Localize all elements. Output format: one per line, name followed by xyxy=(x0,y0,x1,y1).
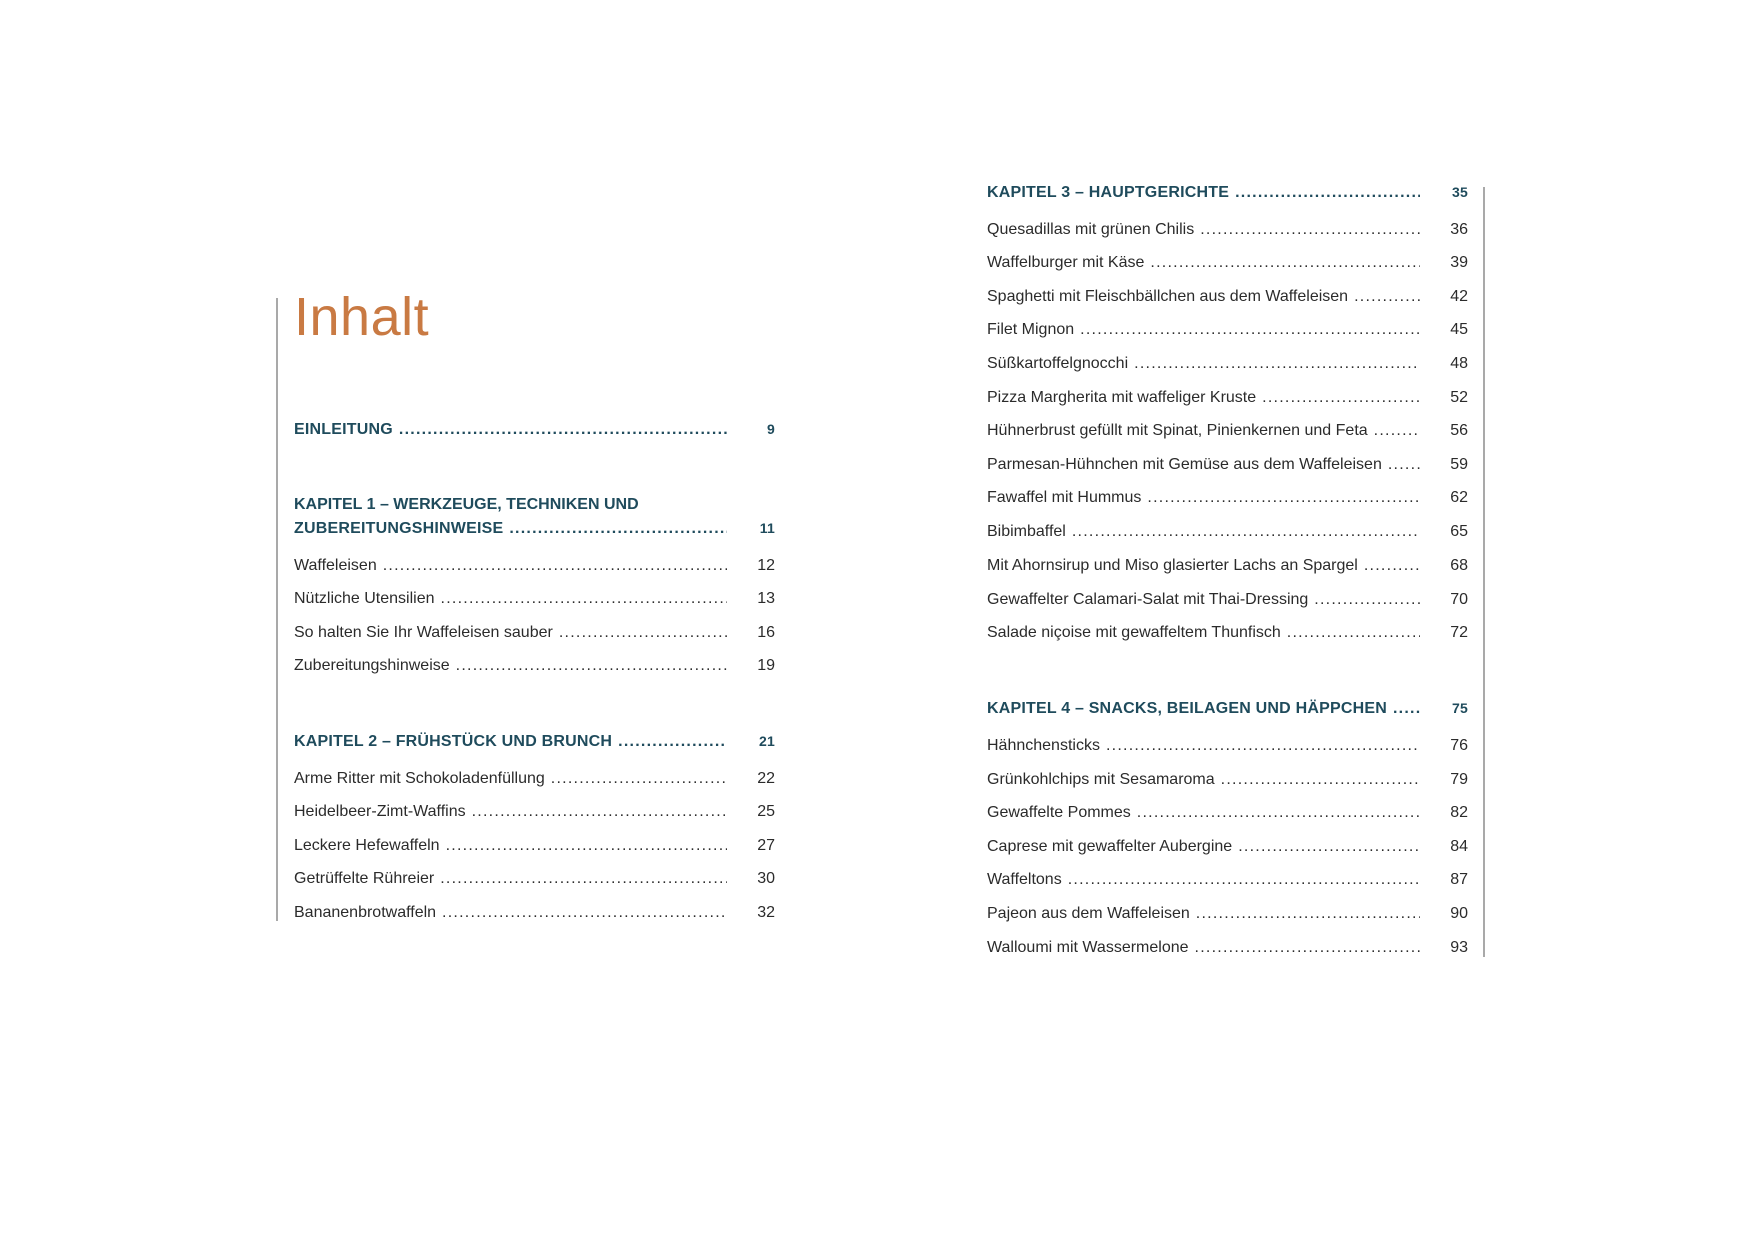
entry-label: Caprese mit gewaffelter Aubergine xyxy=(987,838,1233,855)
chapter-label: KAPITEL 4 – SNACKS, BEILAGEN UND HÄPPCHEN xyxy=(987,700,1387,717)
entry-label: Mit Ahornsirup und Miso glasierter Lachs an Spargel xyxy=(987,557,1358,574)
dot-leader xyxy=(551,768,727,790)
page-number: 39 xyxy=(1450,254,1468,271)
entry-label: Hühnerbrust gefüllt mit Spinat, Pinienkernen und Feta xyxy=(987,422,1368,439)
dot-leader xyxy=(1137,802,1420,824)
dot-leader xyxy=(509,518,727,540)
page-number: 36 xyxy=(1450,221,1468,238)
entry-label: Spaghetti mit Fleischbällchen aus dem Waffeleisen xyxy=(987,288,1349,305)
page-number: 52 xyxy=(1450,389,1468,406)
dot-leader xyxy=(1314,589,1420,611)
toc-entry[interactable] xyxy=(987,903,1468,925)
dot-leader xyxy=(1354,286,1420,308)
toc-entry[interactable] xyxy=(987,735,1468,757)
toc-entry[interactable] xyxy=(987,589,1468,611)
dot-leader xyxy=(1068,869,1420,891)
toc-entry[interactable] xyxy=(294,801,775,823)
toc-chapter-3[interactable] xyxy=(987,181,1468,204)
dot-leader xyxy=(1262,387,1420,409)
entry-label: Hähnchensticks xyxy=(987,737,1100,754)
toc-entry[interactable] xyxy=(987,286,1468,308)
left-margin-rule xyxy=(276,298,278,921)
page-number: 70 xyxy=(1450,591,1468,608)
toc-entry[interactable] xyxy=(987,622,1468,644)
entry-label: Parmesan-Hühnchen mit Gemüse aus dem Waffeleisen xyxy=(987,456,1382,473)
entry-label: Bananenbrotwaffeln xyxy=(294,904,437,921)
toc-chapter-1-line1[interactable]: KAPITEL 1 – WERKZEUGE, TECHNIKEN UND xyxy=(294,496,639,513)
entry-label: Gewaffelter Calamari-Salat mit Thai-Dressing xyxy=(987,591,1309,608)
toc-chapter-2[interactable] xyxy=(294,730,775,753)
page-number: 22 xyxy=(757,770,775,787)
toc-entry[interactable] xyxy=(987,769,1468,791)
entry-label: Zubereitungshinweise xyxy=(294,657,450,674)
dot-leader xyxy=(618,731,727,753)
page-number: 76 xyxy=(1450,737,1468,754)
dot-leader xyxy=(1221,769,1420,791)
page-number: 12 xyxy=(757,557,775,574)
toc-entry[interactable] xyxy=(294,768,775,790)
page-number: 90 xyxy=(1450,905,1468,922)
toc-entry[interactable] xyxy=(987,387,1468,409)
toc-right-column xyxy=(987,0,1468,1240)
entry-label: Fawaffel mit Hummus xyxy=(987,489,1142,506)
dot-leader xyxy=(1235,182,1420,204)
dot-leader xyxy=(399,419,727,441)
entry-label: Filet Mignon xyxy=(987,321,1075,338)
toc-entry[interactable] xyxy=(987,252,1468,274)
page-number: 32 xyxy=(757,904,775,921)
chapter-label: ZUBEREITUNGSHINWEISE xyxy=(294,520,504,537)
entry-label: Bibimbaffel xyxy=(987,523,1066,540)
dot-leader xyxy=(1364,555,1420,577)
toc-entry[interactable] xyxy=(987,219,1468,241)
page-title: Inhalt xyxy=(294,287,430,347)
dot-leader xyxy=(472,801,727,823)
toc-chapter-1[interactable] xyxy=(294,517,775,540)
toc-entry[interactable] xyxy=(294,902,775,924)
entry-label: Quesadillas mit grünen Chilis xyxy=(987,221,1195,238)
page-number: 19 xyxy=(757,657,775,674)
toc-entry[interactable] xyxy=(294,868,775,890)
toc-chapter-4[interactable] xyxy=(987,697,1468,720)
entry-label: Pajeon aus dem Waffeleisen xyxy=(987,905,1190,922)
page-number: 13 xyxy=(757,590,775,607)
page-number: 84 xyxy=(1450,838,1468,855)
page-number: 62 xyxy=(1450,489,1468,506)
entry-label: So halten Sie Ihr Waffeleisen sauber xyxy=(294,624,553,641)
dot-leader xyxy=(559,622,727,644)
page-number: 48 xyxy=(1450,355,1468,372)
page-number: 30 xyxy=(757,870,775,887)
entry-label: Walloumi mit Wassermelone xyxy=(987,939,1189,956)
dot-leader xyxy=(446,835,727,857)
entry-label: Gewaffelte Pommes xyxy=(987,804,1131,821)
toc-entry[interactable] xyxy=(987,869,1468,891)
page-number: 72 xyxy=(1450,624,1468,641)
entry-label: Arme Ritter mit Schokoladenfüllung xyxy=(294,770,545,787)
toc-entry[interactable] xyxy=(987,319,1468,341)
entry-label: Leckere Hefewaffeln xyxy=(294,837,440,854)
dot-leader xyxy=(441,588,727,610)
page-number: 25 xyxy=(757,803,775,820)
page-number: 27 xyxy=(757,837,775,854)
dot-leader xyxy=(1134,353,1420,375)
right-margin-rule xyxy=(1483,187,1485,957)
page-number: 16 xyxy=(757,624,775,641)
entry-label: Getrüffelte Rühreier xyxy=(294,870,435,887)
chapter-label: KAPITEL 2 – FRÜHSTÜCK UND BRUNCH xyxy=(294,733,613,750)
dot-leader xyxy=(1106,735,1420,757)
page-number: 59 xyxy=(1450,456,1468,473)
dot-leader xyxy=(1196,903,1420,925)
dot-leader xyxy=(1393,698,1420,720)
entry-label: Salade niçoise mit gewaffeltem Thunfisch xyxy=(987,624,1281,641)
page-number: 79 xyxy=(1450,771,1468,788)
page-number: 87 xyxy=(1450,871,1468,888)
page-number: 21 xyxy=(759,733,775,749)
dot-leader xyxy=(456,655,727,677)
toc-entry[interactable] xyxy=(294,555,775,577)
page-number: 68 xyxy=(1450,557,1468,574)
dot-leader xyxy=(1147,487,1420,509)
page-number: 11 xyxy=(759,520,775,536)
toc-left-column xyxy=(294,0,775,1240)
page-number: 42 xyxy=(1450,288,1468,305)
toc-entry[interactable] xyxy=(987,937,1468,959)
dot-leader xyxy=(1150,252,1420,274)
chapter-label: KAPITEL 3 – HAUPTGERICHTE xyxy=(987,184,1230,201)
dot-leader xyxy=(1287,622,1420,644)
dot-leader xyxy=(1238,836,1420,858)
toc-entry[interactable] xyxy=(987,487,1468,509)
dot-leader xyxy=(1072,521,1420,543)
toc-entry[interactable] xyxy=(987,836,1468,858)
chapter-label: EINLEITUNG xyxy=(294,421,393,438)
dot-leader xyxy=(440,868,727,890)
toc-entry[interactable] xyxy=(987,555,1468,577)
page-number: 93 xyxy=(1450,939,1468,956)
toc-entry[interactable] xyxy=(294,622,775,644)
page-number: 82 xyxy=(1450,804,1468,821)
toc-entry[interactable] xyxy=(987,802,1468,824)
entry-label: Waffelburger mit Käse xyxy=(987,254,1145,271)
entry-label: Pizza Margherita mit waffeliger Kruste xyxy=(987,389,1257,406)
toc-entry[interactable] xyxy=(294,655,775,677)
page-number: 65 xyxy=(1450,523,1468,540)
toc-entry[interactable] xyxy=(987,521,1468,543)
page-number: 56 xyxy=(1450,422,1468,439)
toc-chapter-intro[interactable] xyxy=(294,418,775,441)
toc-entry[interactable] xyxy=(294,588,775,610)
dot-leader xyxy=(1388,454,1420,476)
dot-leader xyxy=(383,555,727,577)
dot-leader xyxy=(1374,420,1420,442)
entry-label: Heidelbeer-Zimt-Waffins xyxy=(294,803,466,820)
entry-label: Waffeltons xyxy=(987,871,1062,888)
page-number: 35 xyxy=(1452,184,1468,200)
page-number: 9 xyxy=(767,421,775,437)
dot-leader xyxy=(1080,319,1420,341)
page-number: 75 xyxy=(1452,700,1468,716)
entry-label: Grünkohlchips mit Sesamaroma xyxy=(987,771,1215,788)
dot-leader xyxy=(442,902,727,924)
toc-entry[interactable] xyxy=(294,835,775,857)
entry-label: Waffeleisen xyxy=(294,557,377,574)
toc-entry[interactable] xyxy=(987,454,1468,476)
entry-label: Süßkartoffelgnocchi xyxy=(987,355,1129,372)
dot-leader xyxy=(1195,937,1420,959)
entry-label: Nützliche Utensilien xyxy=(294,590,435,607)
dot-leader xyxy=(1200,219,1420,241)
page-number: 45 xyxy=(1450,321,1468,338)
toc-entry[interactable] xyxy=(987,353,1468,375)
toc-entry[interactable] xyxy=(987,420,1468,442)
